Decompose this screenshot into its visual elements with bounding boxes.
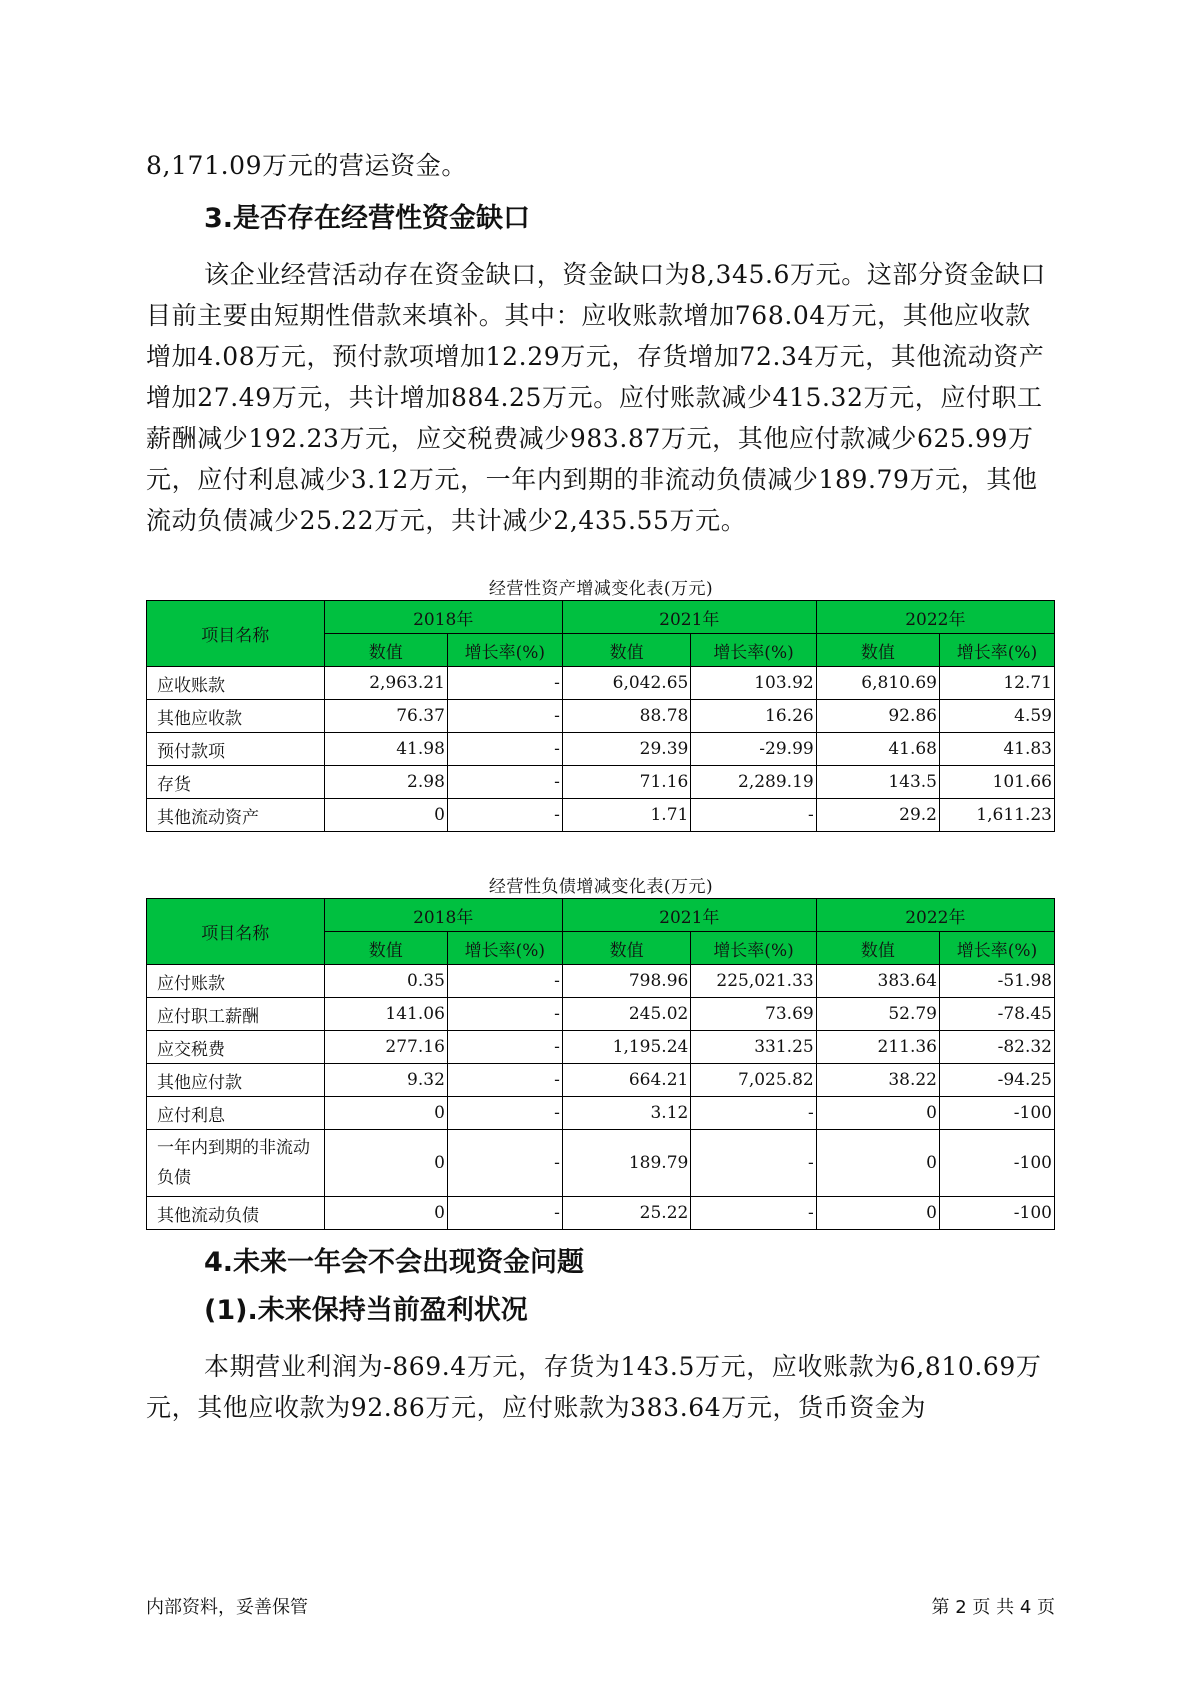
value-cell: 189.79 xyxy=(562,1130,691,1197)
rate-cell: -100 xyxy=(940,1097,1055,1130)
col-header-rate: 增长率(%) xyxy=(940,932,1055,965)
value-cell: 211.36 xyxy=(816,1031,939,1064)
value-cell: 1.71 xyxy=(562,799,691,832)
rate-cell: - xyxy=(691,1197,816,1230)
assets-table-body xyxy=(147,667,1055,832)
table-row xyxy=(147,766,1055,799)
rate-cell: - xyxy=(691,1130,816,1197)
row-label: 应付账款 xyxy=(147,965,325,998)
rate-cell: -100 xyxy=(940,1130,1055,1197)
rate-cell: - xyxy=(447,1064,562,1097)
section-4-body: 本期营业利润为-869.4万元，存货为143.5万元，应收账款为6,810.69万元，其他应收款为92.86万元，应付账款为383.64万元，货币资金为 xyxy=(146,1352,1042,1422)
table-row xyxy=(147,1197,1055,1230)
col-header-value: 数值 xyxy=(816,932,939,965)
row-label: 存货 xyxy=(147,766,325,799)
section-3-body: 该企业经营活动存在资金缺口，资金缺口为8,345.6万元。这部分资金缺口目前主要由短期性借款来填补。其中：应收账款增加768.04万元，其他应收款增加4.08万元，预付款项增加12.29万元，存货增加72.34万元，其他流动资产增加27.49万元，共计增加884.25万元。应付账款减少415.32万元，应付职工薪酬减少192.23万元，应交税费减少983.87万元，其他应付款减少625.99万元，应付利息减少3.12万元，一年内到期的非流动负债减少189.79万元，其他流动负债减少25.22万元，共计减少2,435.55万元。 xyxy=(146,260,1047,535)
rate-cell: -51.98 xyxy=(940,965,1055,998)
col-header-rate: 增长率(%) xyxy=(691,634,816,667)
rate-cell: - xyxy=(447,1031,562,1064)
col-header-value: 数值 xyxy=(324,634,447,667)
rate-cell: - xyxy=(447,1097,562,1130)
rate-cell: 73.69 xyxy=(691,998,816,1031)
row-label: 应交税费 xyxy=(147,1031,325,1064)
rate-cell: -100 xyxy=(940,1197,1055,1230)
rate-cell: - xyxy=(447,965,562,998)
rate-cell: - xyxy=(447,1197,562,1230)
table-row xyxy=(147,1064,1055,1097)
liabilities-table-caption: 经营性负债增减变化表(万元) xyxy=(488,877,714,897)
rate-cell: 2,289.19 xyxy=(691,766,816,799)
rate-cell: - xyxy=(691,1097,816,1130)
row-label: 应付职工薪酬 xyxy=(147,998,325,1031)
row-label: 其他应付款 xyxy=(147,1064,325,1097)
value-cell: 52.79 xyxy=(816,998,939,1031)
section-4-heading: 4.未来一年会不会出现资金问题 xyxy=(204,1247,585,1278)
value-cell: 76.37 xyxy=(324,700,447,733)
liabilities-table xyxy=(146,898,1055,1230)
rate-cell: 12.71 xyxy=(940,667,1055,700)
value-cell: 41.68 xyxy=(816,733,939,766)
col-header-year: 2022年 xyxy=(816,601,1054,634)
value-cell: 29.2 xyxy=(816,799,939,832)
row-label: 应付利息 xyxy=(147,1097,325,1130)
table-row xyxy=(147,733,1055,766)
rate-cell: - xyxy=(447,1130,562,1197)
col-header-year: 2022年 xyxy=(816,899,1054,932)
col-header-value: 数值 xyxy=(562,634,691,667)
rate-cell: -78.45 xyxy=(940,998,1055,1031)
footer-page-number: 第 2 页 共 4 页 xyxy=(931,1597,1055,1618)
col-header-name: 项目名称 xyxy=(147,601,325,667)
value-cell: 0 xyxy=(816,1097,939,1130)
table-row xyxy=(147,1130,1055,1197)
section-4-subheading: (1).未来保持当前盈利状况 xyxy=(204,1295,528,1326)
value-cell: 2.98 xyxy=(324,766,447,799)
rate-cell: - xyxy=(447,733,562,766)
value-cell: 0 xyxy=(324,1130,447,1197)
rate-cell: 101.66 xyxy=(940,766,1055,799)
table-row xyxy=(147,998,1055,1031)
value-cell: 664.21 xyxy=(562,1064,691,1097)
col-header-rate: 增长率(%) xyxy=(447,932,562,965)
col-header-rate: 增长率(%) xyxy=(940,634,1055,667)
value-cell: 2,963.21 xyxy=(324,667,447,700)
col-header-rate: 增长率(%) xyxy=(447,634,562,667)
value-cell: 6,042.65 xyxy=(562,667,691,700)
table-row xyxy=(147,1097,1055,1130)
rate-cell: - xyxy=(447,667,562,700)
value-cell: 383.64 xyxy=(816,965,939,998)
col-header-year: 2021年 xyxy=(562,601,816,634)
value-cell: 6,810.69 xyxy=(816,667,939,700)
table-row xyxy=(147,1031,1055,1064)
value-cell: 71.16 xyxy=(562,766,691,799)
table-row xyxy=(147,965,1055,998)
col-header-value: 数值 xyxy=(816,634,939,667)
assets-table xyxy=(146,600,1055,832)
col-header-rate: 增长率(%) xyxy=(691,932,816,965)
rate-cell: 41.83 xyxy=(940,733,1055,766)
value-cell: 0 xyxy=(324,799,447,832)
row-label: 应收账款 xyxy=(147,667,325,700)
value-cell: 277.16 xyxy=(324,1031,447,1064)
col-header-value: 数值 xyxy=(562,932,691,965)
footer-confidential-note: 内部资料，妥善保管 xyxy=(146,1597,308,1618)
value-cell: 29.39 xyxy=(562,733,691,766)
rate-cell: 7,025.82 xyxy=(691,1064,816,1097)
value-cell: 141.06 xyxy=(324,998,447,1031)
rate-cell: -29.99 xyxy=(691,733,816,766)
rate-cell: 4.59 xyxy=(940,700,1055,733)
rate-cell: 1,611.23 xyxy=(940,799,1055,832)
rate-cell: - xyxy=(691,799,816,832)
col-header-year: 2018年 xyxy=(324,899,562,932)
liabilities-table-body xyxy=(147,965,1055,1230)
continued-paragraph: 8,171.09万元的营运资金。 xyxy=(146,151,467,180)
value-cell: 9.32 xyxy=(324,1064,447,1097)
col-header-year: 2021年 xyxy=(562,899,816,932)
col-header-year: 2018年 xyxy=(324,601,562,634)
value-cell: 143.5 xyxy=(816,766,939,799)
rate-cell: 331.25 xyxy=(691,1031,816,1064)
value-cell: 25.22 xyxy=(562,1197,691,1230)
col-header-value: 数值 xyxy=(324,932,447,965)
row-label: 一年内到期的非流动负债 xyxy=(147,1130,325,1197)
row-label: 其他应收款 xyxy=(147,700,325,733)
row-label: 预付款项 xyxy=(147,733,325,766)
rate-cell: -82.32 xyxy=(940,1031,1055,1064)
rate-cell: 16.26 xyxy=(691,700,816,733)
rate-cell: - xyxy=(447,799,562,832)
value-cell: 41.98 xyxy=(324,733,447,766)
rate-cell: 225,021.33 xyxy=(691,965,816,998)
value-cell: 92.86 xyxy=(816,700,939,733)
rate-cell: - xyxy=(447,998,562,1031)
value-cell: 0 xyxy=(816,1197,939,1230)
table-row xyxy=(147,799,1055,832)
value-cell: 38.22 xyxy=(816,1064,939,1097)
rate-cell: 103.92 xyxy=(691,667,816,700)
table-row xyxy=(147,667,1055,700)
assets-table-caption: 经营性资产增减变化表(万元) xyxy=(488,579,714,599)
value-cell: 0.35 xyxy=(324,965,447,998)
col-header-name: 项目名称 xyxy=(147,899,325,965)
value-cell: 0 xyxy=(324,1097,447,1130)
row-label: 其他流动负债 xyxy=(147,1197,325,1230)
section-3-heading: 3.是否存在经营性资金缺口 xyxy=(204,203,531,234)
value-cell: 245.02 xyxy=(562,998,691,1031)
rate-cell: - xyxy=(447,700,562,733)
row-label: 其他流动资产 xyxy=(147,799,325,832)
value-cell: 3.12 xyxy=(562,1097,691,1130)
rate-cell: -94.25 xyxy=(940,1064,1055,1097)
value-cell: 0 xyxy=(816,1130,939,1197)
rate-cell: - xyxy=(447,766,562,799)
value-cell: 798.96 xyxy=(562,965,691,998)
value-cell: 0 xyxy=(324,1197,447,1230)
value-cell: 88.78 xyxy=(562,700,691,733)
value-cell: 1,195.24 xyxy=(562,1031,691,1064)
table-row xyxy=(147,700,1055,733)
